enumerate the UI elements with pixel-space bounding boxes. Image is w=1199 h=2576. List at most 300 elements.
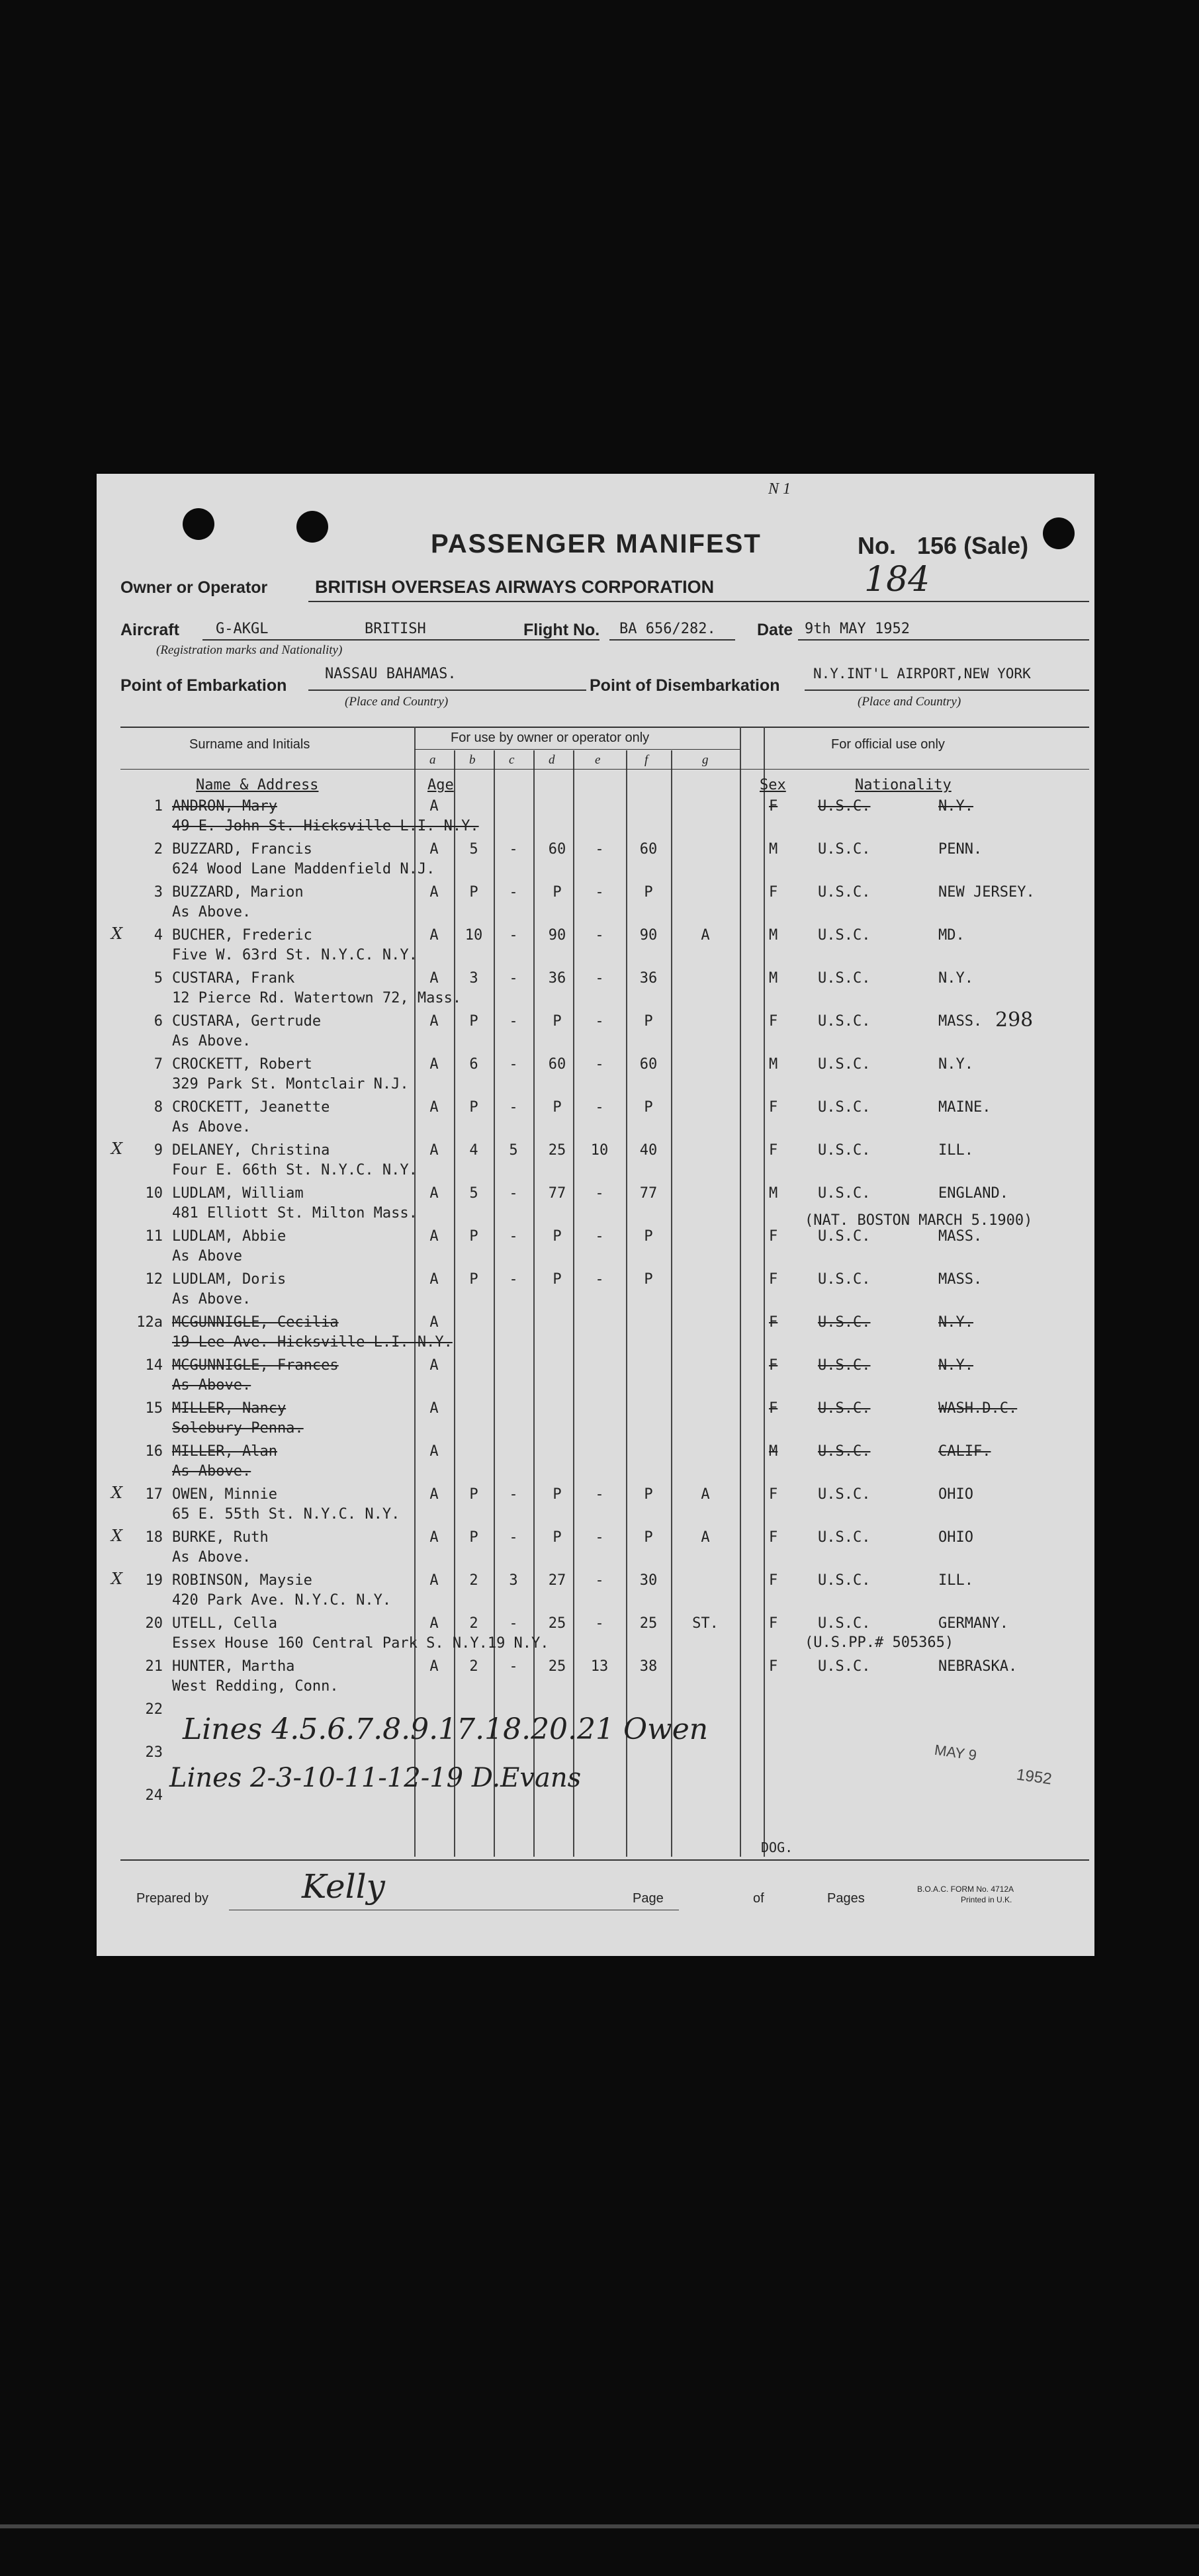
row-number: 24 xyxy=(145,1787,163,1804)
punch-hole xyxy=(183,508,214,540)
col-c-value: - xyxy=(509,1056,518,1073)
passenger-address: 12 Pierce Rd. Watertown 72, Mass. xyxy=(172,990,462,1006)
page-label: Page xyxy=(633,1891,664,1906)
passenger-name: BURKE, Ruth xyxy=(172,1529,269,1546)
col-e-value: - xyxy=(595,1185,604,1202)
col-b-value: P xyxy=(469,884,478,901)
col-f-value: P xyxy=(644,1099,653,1116)
state-value: MAINE. xyxy=(938,1099,991,1116)
col-rule xyxy=(671,750,672,1857)
col-f-value: P xyxy=(644,1228,653,1245)
date-value: 9th MAY 1952 xyxy=(805,621,910,637)
state-value: WASH.D.C. xyxy=(938,1400,1018,1417)
col-e-value: - xyxy=(595,927,604,944)
row-number: 12 xyxy=(145,1271,163,1288)
col-g-value: A xyxy=(701,1486,710,1503)
punch-hole xyxy=(1043,517,1075,549)
table-top-rule xyxy=(120,727,1089,728)
sex-value: M xyxy=(769,841,778,858)
col-c-value: 3 xyxy=(509,1572,518,1589)
passenger-address: As Above. xyxy=(172,1291,251,1308)
citizenship-value: U.S.C. xyxy=(818,1013,871,1030)
rule xyxy=(798,639,1089,641)
col-c-value: - xyxy=(509,1228,518,1245)
col-a-value: A xyxy=(429,1658,439,1675)
col-b-value: 2 xyxy=(469,1615,478,1632)
date-label: Date xyxy=(757,621,793,639)
passenger-name: DELANEY, Christina xyxy=(172,1142,330,1159)
number-value: 156 (Sale) xyxy=(917,532,1029,559)
sex-value: F xyxy=(769,1314,778,1331)
col-g-header: g xyxy=(702,753,709,767)
col-c-header: c xyxy=(509,753,515,767)
citizenship-value: U.S.C. xyxy=(818,1142,871,1159)
citizenship-value: U.S.C. xyxy=(818,1056,871,1073)
row-number: 4 xyxy=(154,927,163,944)
col-b-value: P xyxy=(469,1099,478,1116)
col-e-value: - xyxy=(595,884,604,901)
col-d-value: 25 xyxy=(548,1142,566,1159)
col-f-value: 30 xyxy=(639,1572,658,1589)
citizenship-value: U.S.C. xyxy=(818,927,871,944)
state-value: NEW JERSEY. xyxy=(938,884,1035,901)
state-value: N.Y. xyxy=(938,1056,973,1073)
passenger-address: 329 Park St. Montclair N.J. xyxy=(172,1076,409,1092)
col-b-value: P xyxy=(469,1228,478,1245)
col-a-value: A xyxy=(429,884,439,901)
col-e-value: - xyxy=(595,841,604,858)
scanner-border xyxy=(0,2524,1199,2528)
official-initials: DOG. xyxy=(761,1840,793,1855)
passenger-name: BUCHER, Frederic xyxy=(172,927,312,944)
col-a-value: A xyxy=(429,1099,439,1116)
col-d-value: 90 xyxy=(548,927,566,944)
col-c-value: - xyxy=(509,884,518,901)
col-d-value: 60 xyxy=(548,1056,566,1073)
passenger-address: Four E. 66th St. N.Y.C. N.Y. xyxy=(172,1162,418,1178)
col-f-value: 90 xyxy=(639,927,658,944)
state-value: ILL. xyxy=(938,1572,973,1589)
flight-label: Flight No. xyxy=(523,621,600,639)
col-rule xyxy=(626,750,627,1857)
col-d-value: 77 xyxy=(548,1185,566,1202)
surname-header: Surname and Initials xyxy=(189,737,310,752)
citizenship-value: U.S.C. xyxy=(818,1271,871,1288)
row-number: 1 xyxy=(154,798,163,815)
col-c-value: - xyxy=(509,1529,518,1546)
citizenship-value: U.S.C. xyxy=(818,841,871,858)
passenger-address: 19 Lee Ave. Hicksville L.I. N.Y. xyxy=(172,1334,453,1351)
rule xyxy=(414,749,740,750)
col-c-value: 5 xyxy=(509,1142,518,1159)
sex-label: Sex xyxy=(760,777,786,793)
passenger-address: As Above xyxy=(172,1248,242,1265)
state-value: N.Y. xyxy=(938,970,973,987)
form-number: B.O.A.C. FORM No. 4712A xyxy=(917,1885,1014,1894)
col-a-header: a xyxy=(429,753,436,767)
citizenship-value: U.S.C. xyxy=(818,1400,871,1417)
page-title: PASSENGER MANIFEST xyxy=(431,529,762,558)
col-b-value: 6 xyxy=(469,1056,478,1073)
col-b-value: P xyxy=(469,1486,478,1503)
aircraft-note: (Registration marks and Nationality) xyxy=(156,643,343,657)
col-c-value: - xyxy=(509,927,518,944)
row-number: 9 xyxy=(154,1142,163,1159)
disembarkation-note: (Place and Country) xyxy=(858,695,961,709)
col-g-value: A xyxy=(701,927,710,944)
col-c-value: - xyxy=(509,1013,518,1030)
passenger-address: Solebury Penna. xyxy=(172,1420,304,1437)
col-d-value: P xyxy=(553,884,562,901)
col-g-value: A xyxy=(701,1529,710,1546)
date-stamp-year: 1952 xyxy=(1015,1765,1053,1789)
row-check-mark: X xyxy=(111,1139,123,1158)
row6-annotation: 298 xyxy=(995,1008,1034,1032)
col-rule xyxy=(573,750,574,1857)
passenger-name: MILLER, Alan xyxy=(172,1443,277,1460)
state-value: MASS. xyxy=(938,1013,983,1030)
sex-value: M xyxy=(769,970,778,987)
sex-value: F xyxy=(769,884,778,901)
col-f-value: 38 xyxy=(639,1658,658,1675)
col-d-value: P xyxy=(553,1486,562,1503)
passenger-name: LUDLAM, William xyxy=(172,1185,304,1202)
col-a-value: A xyxy=(429,1013,439,1030)
col-e-value: - xyxy=(595,1271,604,1288)
top-stamp: N 1 xyxy=(768,480,791,498)
rule xyxy=(805,689,1089,691)
embarkation-label: Point of Embarkation xyxy=(120,676,287,695)
sex-value: M xyxy=(769,1443,778,1460)
row-number: 14 xyxy=(145,1357,163,1374)
row-number: 3 xyxy=(154,884,163,901)
flight-value: BA 656/282. xyxy=(619,621,716,637)
col-d-value: 36 xyxy=(548,970,566,987)
passenger-name: HUNTER, Martha xyxy=(172,1658,295,1675)
col-d-value: 25 xyxy=(548,1658,566,1675)
col-b-value: 4 xyxy=(469,1142,478,1159)
row-number: 7 xyxy=(154,1056,163,1073)
passenger-name: CUSTARA, Frank xyxy=(172,970,295,987)
col-d-value: 27 xyxy=(548,1572,566,1589)
printed-in: Printed in U.K. xyxy=(961,1895,1012,1904)
citizenship-value: U.S.C. xyxy=(818,1615,871,1632)
col-e-value: - xyxy=(595,970,604,987)
disembarkation-label: Point of Disembarkation xyxy=(590,676,780,695)
row-number: 5 xyxy=(154,970,163,987)
passenger-name: LUDLAM, Doris xyxy=(172,1271,287,1288)
naturalization-note: (NAT. BOSTON MARCH 5.1900) xyxy=(805,1212,1033,1229)
col-a-value: A xyxy=(429,1314,439,1331)
col-b-value: 2 xyxy=(469,1572,478,1589)
sex-value: F xyxy=(769,1271,778,1288)
pages-label: Pages xyxy=(827,1891,865,1906)
col-f-value: P xyxy=(644,1529,653,1546)
passenger-name: OWEN, Minnie xyxy=(172,1486,277,1503)
col-b-value: 2 xyxy=(469,1658,478,1675)
aircraft-value: G-AKGL xyxy=(216,621,269,637)
passenger-name: UTELL, Cella xyxy=(172,1615,277,1632)
row-number: 17 xyxy=(145,1486,163,1503)
col-a-value: A xyxy=(429,1443,439,1460)
col-b-value: 3 xyxy=(469,970,478,987)
col-e-value: - xyxy=(595,1572,604,1589)
owner-label: Owner or Operator xyxy=(120,578,268,597)
number-label: No. xyxy=(858,532,896,559)
official-use-header: For official use only xyxy=(831,737,945,752)
state-value: N.Y. xyxy=(938,1357,973,1374)
embarkation-note: (Place and Country) xyxy=(345,695,449,709)
col-c-value: - xyxy=(509,1185,518,1202)
passenger-address: As Above. xyxy=(172,1119,251,1135)
passenger-name: CROCKETT, Robert xyxy=(172,1056,312,1073)
col-e-value: - xyxy=(595,1486,604,1503)
age-label: Age xyxy=(427,777,454,793)
nationality-label: Nationality xyxy=(855,777,952,793)
passenger-address: West Redding, Conn. xyxy=(172,1678,339,1695)
col-d-value: P xyxy=(553,1013,562,1030)
col-a-value: A xyxy=(429,970,439,987)
passenger-name: CUSTARA, Gertrude xyxy=(172,1013,322,1030)
col-c-value: - xyxy=(509,1658,518,1675)
col-b-header: b xyxy=(469,753,476,767)
sex-value: F xyxy=(769,1529,778,1546)
row-number: 21 xyxy=(145,1658,163,1675)
owner-use-header: For use by owner or operator only xyxy=(451,731,650,745)
citizenship-value: U.S.C. xyxy=(818,1658,871,1675)
state-value: MD. xyxy=(938,927,965,944)
sex-value: F xyxy=(769,1099,778,1116)
col-f-value: P xyxy=(644,1013,653,1030)
handwritten-line-23: Lines 4.5.6.7.8.9.17.18.20.21 Owen xyxy=(183,1712,709,1746)
state-value: OHIO xyxy=(938,1529,973,1546)
passenger-name: CROCKETT, Jeanette xyxy=(172,1099,330,1116)
col-c-value: - xyxy=(509,970,518,987)
col-a-value: A xyxy=(429,1529,439,1546)
col-e-value: - xyxy=(595,1615,604,1632)
col-a-value: A xyxy=(429,841,439,858)
sex-value: F xyxy=(769,1400,778,1417)
date-stamp-month: MAY 9 xyxy=(933,1741,978,1764)
col-f-value: 36 xyxy=(639,970,658,987)
passenger-address: 65 E. 55th St. N.Y.C. N.Y. xyxy=(172,1506,400,1523)
passenger-address: As Above. xyxy=(172,904,251,920)
col-c-value: - xyxy=(509,1271,518,1288)
punch-hole xyxy=(296,511,328,543)
name-address-label: Name & Address xyxy=(196,777,319,793)
passenger-name: ROBINSON, Maysie xyxy=(172,1572,312,1589)
col-e-header: e xyxy=(595,753,601,767)
passenger-address: As Above. xyxy=(172,1463,251,1480)
passenger-name: LUDLAM, Abbie xyxy=(172,1228,287,1245)
passport-note: (U.S.PP.# 505365) xyxy=(805,1634,954,1651)
col-b-value: P xyxy=(469,1271,478,1288)
col-b-value: 5 xyxy=(469,1185,478,1202)
col-a-value: A xyxy=(429,1271,439,1288)
row-number: 6 xyxy=(154,1013,163,1030)
row-number: 18 xyxy=(145,1529,163,1546)
sex-value: M xyxy=(769,1185,778,1202)
state-value: MASS. xyxy=(938,1271,983,1288)
row-check-mark: X xyxy=(111,1484,123,1502)
col-b-value: 5 xyxy=(469,841,478,858)
passenger-address: 420 Park Ave. N.Y.C. N.Y. xyxy=(172,1592,392,1609)
row-number: 19 xyxy=(145,1572,163,1589)
state-value: PENN. xyxy=(938,841,983,858)
citizenship-value: U.S.C. xyxy=(818,798,871,815)
col-d-value: 60 xyxy=(548,841,566,858)
col-d-value: P xyxy=(553,1271,562,1288)
passenger-address: Essex House 160 Central Park S. N.Y.19 N.Y. xyxy=(172,1635,549,1652)
sex-value: F xyxy=(769,1486,778,1503)
col-rule xyxy=(494,750,495,1857)
passenger-name: ANDRON, Mary xyxy=(172,798,277,815)
col-a-value: A xyxy=(429,1142,439,1159)
embarkation-value: NASSAU BAHAMAS. xyxy=(325,666,457,682)
row-number: 15 xyxy=(145,1400,163,1417)
col-c-value: - xyxy=(509,1486,518,1503)
aircraft-nationality: BRITISH xyxy=(365,621,426,637)
row-number: 8 xyxy=(154,1099,163,1116)
col-a-value: A xyxy=(429,1572,439,1589)
col-f-value: 60 xyxy=(639,841,658,858)
row-number: 12a xyxy=(136,1314,163,1331)
col-e-value: 13 xyxy=(590,1658,609,1675)
passenger-address: As Above. xyxy=(172,1033,251,1049)
owner-value: BRITISH OVERSEAS AIRWAYS CORPORATION xyxy=(315,577,715,597)
state-value: NEBRASKA. xyxy=(938,1658,1018,1675)
col-f-value: P xyxy=(644,884,653,901)
row-number: 22 xyxy=(145,1701,163,1718)
col-f-value: 25 xyxy=(639,1615,658,1632)
citizenship-value: U.S.C. xyxy=(818,1486,871,1503)
sex-value: F xyxy=(769,1142,778,1159)
passenger-name: MCGUNNIGLE, Cecilia xyxy=(172,1314,339,1331)
citizenship-value: U.S.C. xyxy=(818,970,871,987)
passenger-name: BUZZARD, Francis xyxy=(172,841,312,858)
col-a-value: A xyxy=(429,1185,439,1202)
col-c-value: - xyxy=(509,1615,518,1632)
col-c-value: - xyxy=(509,841,518,858)
col-d-header: d xyxy=(549,753,555,767)
passenger-name: MILLER, Nancy xyxy=(172,1400,287,1417)
citizenship-value: U.S.C. xyxy=(818,1099,871,1116)
sex-value: F xyxy=(769,1013,778,1030)
row-number: 23 xyxy=(145,1744,163,1761)
sex-value: F xyxy=(769,1658,778,1675)
col-a-value: A xyxy=(429,798,439,815)
col-f-value: 60 xyxy=(639,1056,658,1073)
sex-value: M xyxy=(769,927,778,944)
col-f-value: 40 xyxy=(639,1142,658,1159)
passenger-address: As Above. xyxy=(172,1549,251,1566)
table-divider xyxy=(740,727,741,1857)
state-value: GERMANY. xyxy=(938,1615,1008,1632)
rule xyxy=(120,769,1089,770)
state-value: ILL. xyxy=(938,1142,973,1159)
passenger-address: 624 Wood Lane Maddenfield N.J. xyxy=(172,861,435,877)
state-value: N.Y. xyxy=(938,1314,973,1331)
manifest-page xyxy=(97,474,1094,1956)
citizenship-value: U.S.C. xyxy=(818,1529,871,1546)
col-e-value: - xyxy=(595,1013,604,1030)
col-b-value: 10 xyxy=(465,927,483,944)
col-b-value: P xyxy=(469,1529,478,1546)
sex-value: F xyxy=(769,1615,778,1632)
col-b-value: P xyxy=(469,1013,478,1030)
row-number: 16 xyxy=(145,1443,163,1460)
row-check-mark: X xyxy=(111,924,123,943)
passenger-address: As Above. xyxy=(172,1377,251,1394)
row-number: 20 xyxy=(145,1615,163,1632)
passenger-address: 481 Elliott St. Milton Mass. xyxy=(172,1205,418,1221)
state-value: CALIF. xyxy=(938,1443,991,1460)
row-check-mark: X xyxy=(111,1527,123,1545)
col-f-value: P xyxy=(644,1271,653,1288)
col-d-value: P xyxy=(553,1099,562,1116)
sex-value: F xyxy=(769,1228,778,1245)
state-value: MASS. xyxy=(938,1228,983,1245)
sex-value: F xyxy=(769,798,778,815)
col-a-value: A xyxy=(429,927,439,944)
col-e-value: - xyxy=(595,1099,604,1116)
col-e-value: 10 xyxy=(590,1142,609,1159)
handwritten-line-24: Lines 2-3-10-11-12-19 D.Evans xyxy=(169,1763,582,1793)
col-e-value: - xyxy=(595,1056,604,1073)
citizenship-value: U.S.C. xyxy=(818,1228,871,1245)
state-value: N.Y. xyxy=(938,798,973,815)
rule xyxy=(308,689,586,691)
col-f-value: P xyxy=(644,1486,653,1503)
rule xyxy=(609,639,735,641)
prepared-by-label: Prepared by xyxy=(136,1891,208,1906)
col-d-value: P xyxy=(553,1529,562,1546)
state-value: ENGLAND. xyxy=(938,1185,1008,1202)
number-handwritten: 184 xyxy=(864,560,930,600)
col-d-value: 25 xyxy=(548,1615,566,1632)
citizenship-value: U.S.C. xyxy=(818,1357,871,1374)
col-e-value: - xyxy=(595,1228,604,1245)
col-e-value: - xyxy=(595,1529,604,1546)
disembarkation-value: N.Y.INT'L AIRPORT,NEW YORK xyxy=(813,666,1031,682)
col-c-value: - xyxy=(509,1099,518,1116)
col-a-value: A xyxy=(429,1615,439,1632)
passenger-address: Five W. 63rd St. N.Y.C. N.Y. xyxy=(172,947,418,963)
citizenship-value: U.S.C. xyxy=(818,884,871,901)
sex-value: M xyxy=(769,1056,778,1073)
col-f-value: 77 xyxy=(639,1185,658,1202)
prepared-by-signature: Kelly xyxy=(302,1867,385,1906)
rule xyxy=(308,601,1089,602)
citizenship-value: U.S.C. xyxy=(818,1185,871,1202)
sex-value: F xyxy=(769,1572,778,1589)
of-label: of xyxy=(753,1891,764,1906)
citizenship-value: U.S.C. xyxy=(818,1314,871,1331)
col-a-value: A xyxy=(429,1228,439,1245)
passenger-name: MCGUNNIGLE, Frances xyxy=(172,1357,339,1374)
table-divider xyxy=(764,727,765,1857)
col-a-value: A xyxy=(429,1400,439,1417)
passenger-address: 49 E. John St. Hicksville L.I. N.Y. xyxy=(172,818,479,834)
footer-rule xyxy=(120,1859,1089,1861)
col-g-value: ST. xyxy=(692,1615,719,1632)
row-check-mark: X xyxy=(111,1570,123,1588)
citizenship-value: U.S.C. xyxy=(818,1572,871,1589)
col-a-value: A xyxy=(429,1357,439,1374)
col-d-value: P xyxy=(553,1228,562,1245)
col-f-header: f xyxy=(644,753,648,767)
passenger-name: BUZZARD, Marion xyxy=(172,884,304,901)
